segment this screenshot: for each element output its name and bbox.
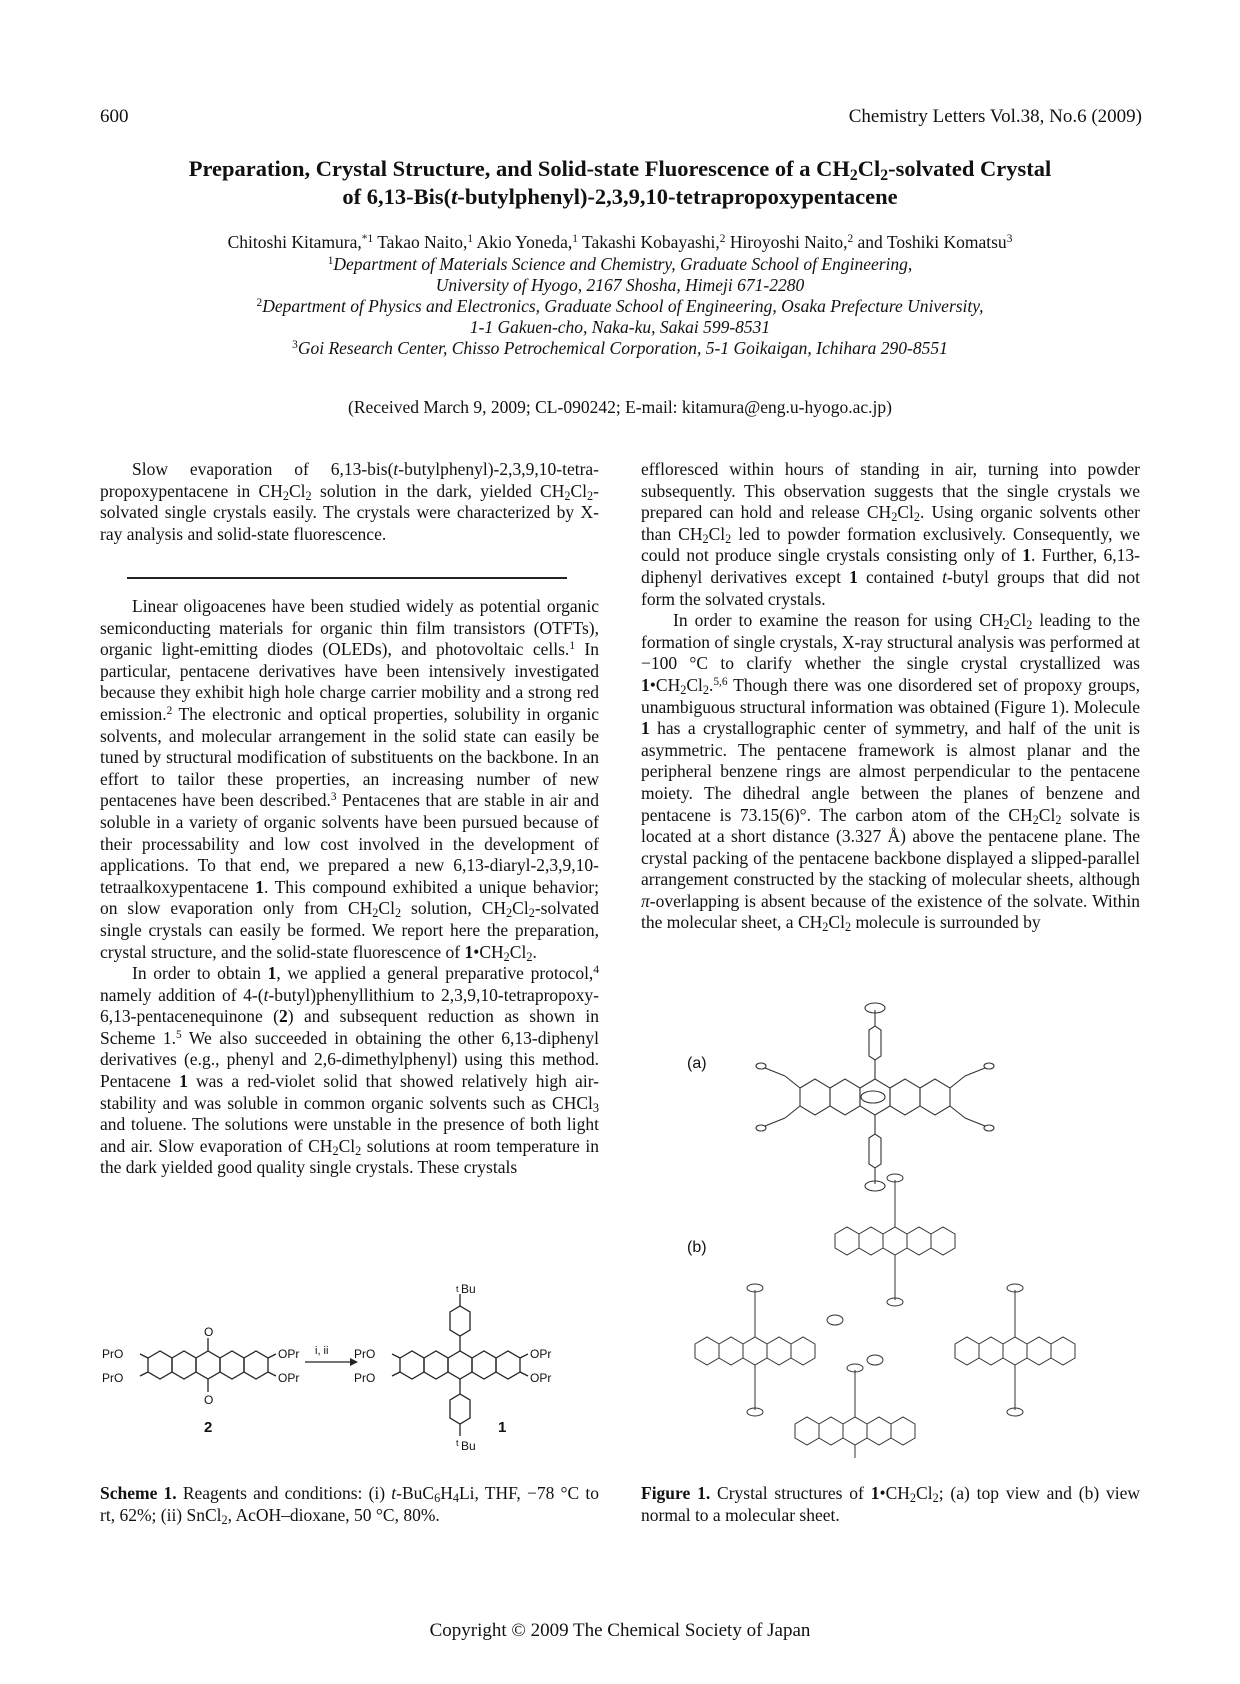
quinone-structure [140, 1338, 276, 1392]
molecule-top-view [756, 1003, 994, 1191]
substituent-label: PrO [102, 1371, 124, 1385]
sheet-molecule [795, 1364, 915, 1458]
tbu-label: Bu [461, 1282, 476, 1296]
author: Takashi Kobayashi,$^2$ [581, 232, 726, 252]
paragraph: Linear oligoacenes have been studied widely as potential organic semiconducting materials for organic thin film transistors (OTFTs), organic light-emitting diodes (OLEDs), and photovoltaic cells.$^1$ In particular, pentacene derivatives have been intensively investigated because they exhibit high hole charge carrier mobility and a strong red emission.$^2$ The electronic and optical properties, solubility in organic solvents, and molecular arrangement in the solid state can easily be tuned by structural modification of substituents on the backbone. In an effort to tailor these properties, an increasing number of new pentacenes have been described.$^3$ Pentacenes that are stable in air and soluble in a variety of organic solvents have been pursued because of their processability and low cost involved in the development of applications. To that end, we prepared a new 6,13-diaryl-2,3,9,10-tetraalkoxypentacene 1. This compound exhibited a unique behavior; on slow evaporation only from $CH_2Cl_2$ solution, $CH_2Cl_2$-solvated single crystals can easily be formed. We report here the preparation, crystal structure, and the solid-state fluorescence of $1•CH_2Cl_2$. [100, 596, 600, 964]
panel-label-b: (b) [687, 1239, 707, 1256]
compound-label-2: 2 [204, 1419, 213, 1436]
substituent-label: PrO [354, 1371, 376, 1385]
substituent-label: OPr [278, 1347, 300, 1361]
author: Akio Yoneda,$^1$ [476, 232, 578, 252]
figure-1-crystal-structure [665, 1000, 1140, 1470]
body-left-column [100, 596, 599, 1179]
paragraph: effloresced within hours of standing in air, turning into powder subsequently. This observation suggests that the single crystals we prepared can hold and release $CH_2Cl_2$. Using organic solvents other than $CH_2Cl_2$ led to powder formation exclusively. Consequently, we could not produce single crystals consisting only of 1. Further, 6,13-diphenyl derivatives except 1 contained t-butyl groups that did not form the solvated crystals. [641, 459, 1141, 609]
oxygen-label: O [204, 1325, 214, 1339]
abstract: Slow evaporation of 6,13-bis(t-butylphenyl)-2,3,9,10-tetra-propoxypentacene in $CH_2Cl_2$ solution in the dark, yielded $CH_2Cl_2$-solvated single crystals easily. The crystals were characterized by X-ray analysis and solid-state fluorescence. [100, 459, 599, 544]
sheet-molecule [835, 1174, 955, 1306]
tbu-label: Bu [461, 1439, 476, 1453]
oxygen-label: O [204, 1393, 214, 1407]
author: Takao Naito,$^1$ [377, 232, 474, 252]
substituent-label: PrO [354, 1347, 376, 1361]
substituent-label: OPr [278, 1371, 300, 1385]
substituent-label: PrO [102, 1347, 124, 1361]
pentacene-structure [392, 1294, 528, 1436]
paragraph: In order to obtain 1, we applied a general preparative protocol,$^4$ namely addition of 4-(t-butyl)phenyllithium to 2,3,9,10-tetrapropoxy-6,13-pentacenequinone (2) and subsequent reduction as shown in Scheme 1.$^5$ We also succeeded in obtaining the other 6,13-diphenyl derivatives (e.g., phenyl and 2,6-dimethylphenyl) using this method. Pentacene 1 was a red-violet solid that showed relatively high air-stability and was soluble in common organic solvents such as CHCl$_3$ and toluene. The solutions were unstable in the presence of both light and air. Slow evaporation of $CH_2Cl_2$ solutions at room temperature in the dark yielded good quality single crystals. These crystals [100, 963, 600, 1178]
tbu-superscript: t [456, 1284, 459, 1294]
affiliation-3: $^3$Goi Research Center, Chisso Petrochemical Corporation, 5-1 Goikaigan, Ichihara 290-8551 [292, 338, 948, 358]
substituent-label: OPr [530, 1371, 552, 1385]
journal-reference: Chemistry Letters Vol.38, No.6 (2009) [848, 106, 1142, 127]
copyright-footer: Copyright © 2009 The Chemical Society of Japan [429, 1620, 811, 1641]
body-right-column [641, 459, 1140, 934]
author-list [100, 232, 1140, 253]
tbu-superscript: t [456, 1438, 459, 1448]
abstract-divider [127, 577, 567, 579]
scheme-caption: Scheme 1. Reagents and conditions: (i) $t-BuC_6H_4Li$, THF, −78 °C to rt, 62%; (ii) SnCl$_2$, AcOH–dioxane, 50 °C, 80%. [100, 1483, 599, 1527]
solvent-molecule [827, 1315, 843, 1325]
received-line: (Received March 9, 2009; CL-090242; E-mail: kitamura@eng.u-hyogo.ac.jp) [348, 397, 892, 417]
panel-label-a: (a) [687, 1055, 707, 1072]
author: Chitoshi Kitamura,$^{*1}$ [227, 232, 374, 252]
author: and Toshiki Komatsu$^3$ [857, 232, 1013, 252]
molecular-sheet [695, 1174, 1075, 1458]
substituent-label: OPr [530, 1347, 552, 1361]
sheet-molecule [695, 1284, 815, 1416]
compound-label-1: 1 [498, 1419, 507, 1436]
affiliation-1: $^1$Department of Materials Science and Chemistry, Graduate School of Engineering, University of Hyogo, 2167 Shosha, Himeji 671-2280 [327, 254, 913, 295]
paper-title: Preparation, Crystal Structure, and Solid-state Fluorescence of a $CH_2Cl_2$-solvated Crystal of 6,13-Bis(t-butylphenyl)-2,3,9,10-tetrapropoxypentacene [188, 156, 1052, 209]
reaction-conditions: i, ii [315, 1345, 329, 1357]
author: Hiroyoshi Naito,$^2$ [729, 232, 854, 252]
sheet-molecule [955, 1284, 1075, 1416]
page-number: 600 [100, 106, 129, 127]
scheme-1-reaction [100, 1282, 599, 1470]
solvent-molecule [867, 1355, 883, 1365]
figure-caption: Figure 1. Crystal structures of $1•CH_2Cl_2$; (a) top view and (b) view normal to a molecular sheet. [641, 1483, 1141, 1525]
affiliation-2: $^2$Department of Physics and Electronics, Graduate School of Engineering, Osaka Prefecture University, 1-1 Gakuen-cho, Naka-ku, Sakai 599-8531 [256, 296, 984, 337]
paragraph: In order to examine the reason for using $CH_2Cl_2$ leading to the formation of single crystals, X-ray structural analysis was performed at −100 °C to clarify whether the single crystal crystallized was $1•CH_2Cl_2.^{5,6}$ Though there was one disordered set of propoxy groups, unambiguous structural information was obtained (Figure 1). Molecule 1 has a crystallographic center of symmetry, and half of the unit is asymmetric. The pentacene framework is almost planar and the peripheral benzene rings are almost perpendicular to the pentacene moiety. The dihedral angle between the planes of benzene and pentacene is 73.15(6)°. The carbon atom of the $CH_2Cl_2$ solvate is located at a short distance (3.327 Å) above the pentacene plane. The crystal packing of the pentacene backbone displayed a slipped-parallel arrangement constructed by the stacking of molecular sheets, although π-overlapping is absent because of the existence of the solvate. Within the molecular sheet, a $CH_2Cl_2$ molecule is surrounded by [641, 610, 1140, 935]
